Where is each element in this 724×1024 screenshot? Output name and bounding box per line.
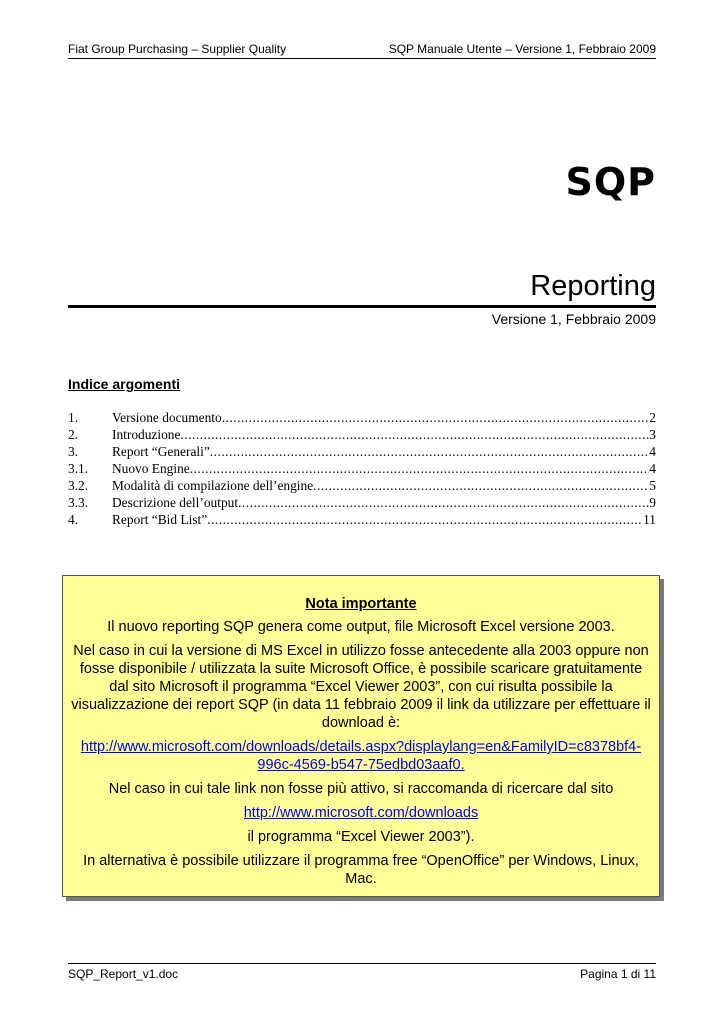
- toc-entry-title: Nuovo Engine: [112, 461, 190, 476]
- toc-entry-title: Report “Generali”: [112, 444, 210, 459]
- note-paragraph: Nel caso in cui la versione di MS Excel in utilizzo fosse antecedente alla 2003 oppure non fosse disponibile / utilizzata la suite Microsoft Office, è possibile scaricare gratuitamente dal sito Microsoft il programma “Excel Viewer 2003”, con cui risulta possibile la visualizzazione dei report SQP (in data 11 febbraio 2009 il link da utilizzare per effettuare il download è:: [71, 643, 651, 731]
- page-footer: [68, 967, 656, 981]
- header-left-text: Fiat Group Purchasing – Supplier Quality: [68, 42, 287, 56]
- toc-leader-dots: [180, 426, 649, 443]
- document-version: Versione 1, Febbraio 2009: [491, 311, 656, 327]
- toc-entry-title: Introduzione: [112, 427, 181, 442]
- toc-entry[interactable]: [68, 477, 656, 494]
- toc-entry[interactable]: [68, 409, 656, 426]
- toc-entry-page: 4: [649, 461, 656, 476]
- title-divider: [68, 305, 656, 308]
- toc-entry-page: 11: [643, 512, 656, 527]
- note-paragraph: Nel caso in cui tale link non fosse più attivo, si raccomanda di ricercare dal sito: [108, 781, 614, 797]
- excel-viewer-link[interactable]: [81, 739, 641, 773]
- document-subtitle: Reporting: [530, 270, 656, 302]
- document-title: SQP: [565, 160, 656, 204]
- footer-filename: SQP_Report_v1.doc: [68, 967, 179, 981]
- toc-entry-page: 3: [649, 427, 656, 442]
- excel-viewer-link-line2: 996c-4569-b547-75edbd03aaf0.: [257, 757, 465, 773]
- toc-entry-title: Versione documento: [112, 410, 222, 425]
- toc-entry-number: 3.2.: [68, 478, 89, 493]
- excel-viewer-link-line1: http://www.microsoft.com/downloads/details.aspx?displaylang=en&FamilyID=c8378bf4-: [80, 739, 642, 755]
- toc-entry[interactable]: [68, 511, 656, 528]
- toc-entry-number: 4.: [68, 512, 79, 527]
- toc-entry[interactable]: [68, 460, 656, 477]
- toc-heading: Indice argomenti: [68, 376, 181, 392]
- toc-leader-dots: [222, 409, 650, 426]
- note-paragraph: il programma “Excel Viewer 2003”).: [247, 829, 475, 845]
- toc-leader-dots: [210, 443, 650, 460]
- page-header: [68, 42, 656, 56]
- toc-entry-number: 3.1.: [68, 461, 89, 476]
- toc-entry-page: 5: [649, 478, 656, 493]
- toc-leader-dots: [190, 460, 650, 477]
- toc-leader-dots: [238, 494, 649, 511]
- toc-entry-number: 3.3.: [68, 495, 89, 510]
- toc-entry[interactable]: [68, 494, 656, 511]
- microsoft-downloads-link[interactable]: http://www.microsoft.com/downloads: [243, 805, 479, 821]
- footer-page-number: Pagina 1 di 11: [580, 967, 656, 981]
- important-note-box: [62, 575, 660, 897]
- table-of-contents: [68, 409, 656, 528]
- toc-entry-page: 4: [649, 444, 656, 459]
- toc-entry-page: 9: [649, 495, 656, 510]
- toc-entry-number: 2.: [68, 427, 79, 442]
- note-paragraph: In alternativa è possibile utilizzare il programma free “OpenOffice” per Windows, Linux, Mac.: [83, 853, 639, 887]
- toc-entry[interactable]: [68, 443, 656, 460]
- downloads-link-paragraph: [71, 804, 651, 822]
- toc-entry-title: Modalità di compilazione dell’engine: [112, 478, 314, 493]
- toc-entry-title: Descrizione dell’output: [112, 495, 239, 510]
- toc-leader-dots: [313, 477, 649, 494]
- header-divider: [68, 58, 656, 59]
- toc-entry-number: 3.: [68, 444, 79, 459]
- footer-divider: [68, 963, 656, 964]
- toc-leader-dots: [207, 511, 643, 528]
- toc-entry-title: Report “Bid List”: [112, 512, 208, 527]
- header-right-text: SQP Manuale Utente – Versione 1, Febbraio 2009: [388, 42, 656, 56]
- toc-entry-page: 2: [649, 410, 656, 425]
- toc-entry-number: 1.: [68, 410, 79, 425]
- excel-viewer-link-paragraph: [71, 738, 651, 774]
- toc-entry[interactable]: [68, 426, 656, 443]
- note-paragraph: Il nuovo reporting SQP genera come output, file Microsoft Excel versione 2003.: [107, 619, 615, 635]
- note-title: Nota importante: [305, 596, 417, 612]
